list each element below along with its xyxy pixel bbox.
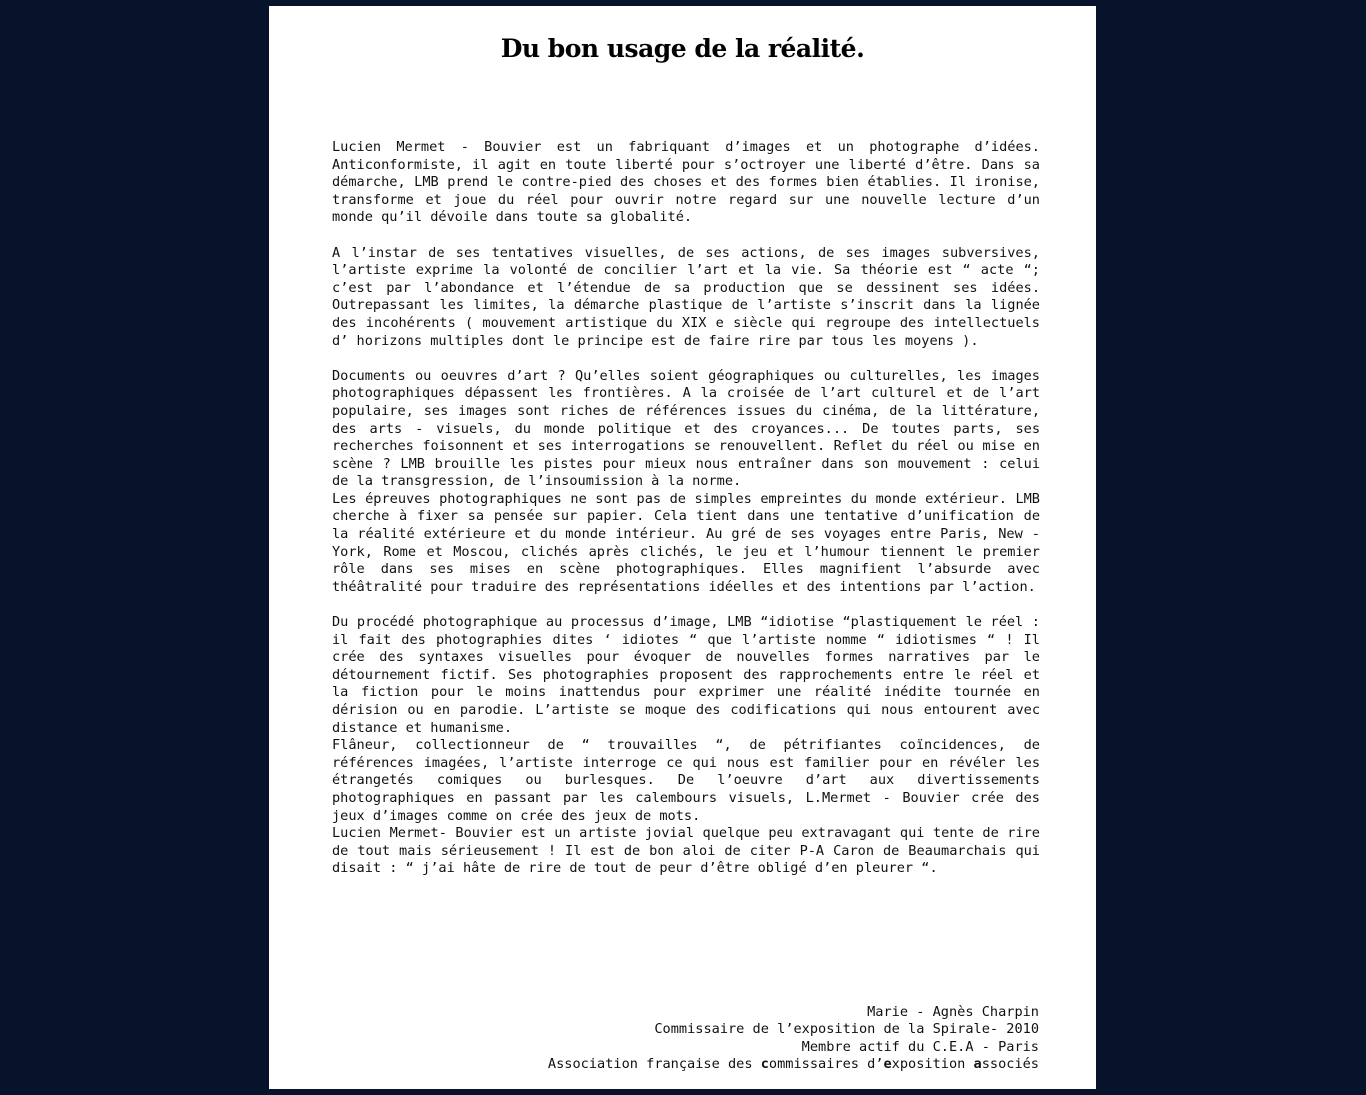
signature-membership: Membre actif du C.E.A - Paris xyxy=(801,1038,1039,1055)
signature-role: Commissaire de l’exposition de la Spirale- 2010 xyxy=(654,1021,1039,1038)
signature-block xyxy=(548,1004,1039,1074)
document-page xyxy=(269,6,1096,1089)
document-body xyxy=(332,139,1040,896)
association-initial-c: c xyxy=(760,1056,769,1073)
signature-name: Marie - Agnès Charpin xyxy=(867,1004,1039,1020)
document-title: Du bon usage de la réalité. xyxy=(500,34,865,63)
paragraph: Les épreuves photographiques ne sont pas de simples empreintes du monde extérieur. LMB cherche à fixer sa pensée sur papier. Cela tient dans une tentative d’unification de la réalité extérieure et du monde intérieur. Au gré de ses voyages entre Paris, New - York, Rome et Moscou, clichés après clichés, le jeu et l’humour tiennent le premier rôle dans ses mises en scène photographiques. Elles magnifient l’absurde avec théâtralité pour traduire des représentations idéelles et des intentions par l’action. xyxy=(332,490,1040,595)
signature-association xyxy=(548,1056,1039,1073)
association-text: xposition xyxy=(891,1056,974,1073)
paragraph: A l’instar de ses tentatives visuelles, de ses actions, de ses images subversives, l’artiste exprime la volonté de concilier l’art et la vie. Sa théorie est “ acte “; c’est par l’abondance et l’étendue de sa production que se dessinent ses idées. Outrepassant les limites, la démarche plastique de l’artiste s’inscrit dans la lignée des incohérents ( mouvement artistique du XIX e siècle qui regroupe des intellectuels d’ horizons multiples dont le principe est de faire rire par tous les moyens ). xyxy=(332,244,1040,349)
association-text: Association française des xyxy=(547,1056,761,1073)
association-text: ssociés xyxy=(981,1056,1039,1073)
association-text: ommissaires d’ xyxy=(768,1056,884,1073)
paragraph: Lucien Mermet- Bouvier est un artiste jovial quelque peu extravagant qui tente de rire de tout mais sérieusement ! Il est de bon aloi de citer P-A Caron de Beaumarchais qui disait : “ j’ai hâte de rire de tout de peur d’être obligé d’en pleurer “. xyxy=(332,825,1040,877)
association-initial-a: a xyxy=(973,1056,982,1073)
paragraph: Flâneur, collectionneur de “ trouvailles “, de pétrifiantes coïncidences, de références imagées, l’artiste interroge ce qui nous est familier pour en révéler les étrangetés comiques ou burlesques. De l’oeuvre d’art aux divertissements photographiques en passant par les calembours visuels, L.Mermet - Bouvier crée des jeux d’images comme on crée des jeux de mots. xyxy=(332,737,1040,824)
paragraph: Lucien Mermet - Bouvier est un fabriquant d’images et un photographe d’idées. Anticonformiste, il agit en toute liberté pour s’octroyer une liberté d’être. Dans sa démarche, LMB prend le contre-pied des choses et des formes bien établies. Il ironise, transforme et joue du réel pour ouvrir notre regard sur une nouvelle lecture d’un monde qu’il dévoile dans toute sa globalité. xyxy=(332,139,1040,226)
paragraph: Documents ou oeuvres d’art ? Qu’elles soient géographiques ou culturelles, les images photographiques dépassent les frontières. A la croisée de l’art culturel et de l’art populaire, ses images sont riches de références issues du cinéma, de la littérature, des arts - visuels, du monde politique et des croyances... De toutes parts, ses recherches foisonnent et ses interrogations se renouvellent. Reflet du réel ou mise en scène ? LMB brouille les pistes pour mieux nous entraîner dans son mouvement : celui de la transgression, de l’insoumission à la norme. xyxy=(332,367,1040,490)
paragraph: Du procédé photographique au processus d’image, LMB “idiotise “plastiquement le réel : il fait des photographies dites ‘ idiotes “ que l’artiste nomme “ idiotismes “ ! Il crée des syntaxes visuelles pour évoquer de nouvelles formes narratives par le détournement fictif. Ses photographies proposent des rapprochements entre le réel et la fiction pour le moins inattendus pour exprimer une réalité inédite tournée en dérision ou en parodie. L’artiste se moque des codifications qui nous entourent avec distance et humanisme. xyxy=(332,614,1040,736)
association-initial-e: e xyxy=(883,1056,892,1073)
